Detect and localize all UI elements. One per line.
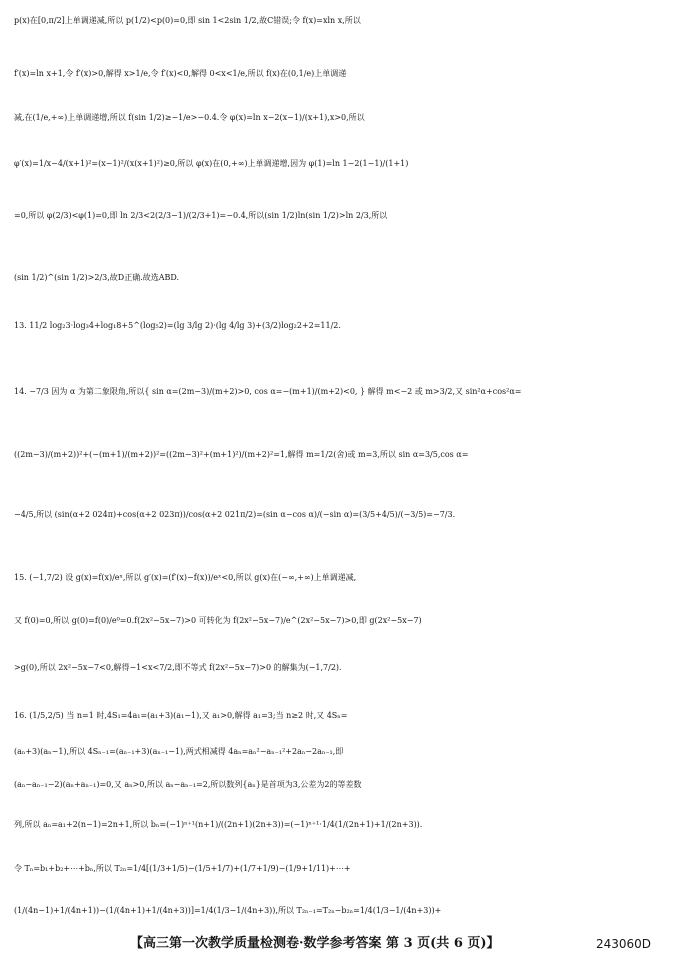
- text-line: φ′(x)=1/x−4/(x+1)²=(x−1)²/(x(x+1)²)≥0,所以 φ(x)在(0,+∞)上单调递增,因为 φ(1)=ln 1−2(1−1)/(1+1): [14, 159, 409, 168]
- text-line: (1/(4n−1)+1/(4n+1))−(1/(4n+1)+1/(4n+3))]=1/4(1/3−1/(4n+3)),所以 T₂ₙ₋₁=T₂ₙ−b₂ₙ=1/4(1/3−1/(4n+3))+: [14, 906, 442, 915]
- page-footer: [0, 934, 677, 954]
- answer-16: 16. (1/5,2/5) 当 n=1 时,4S₁=4a₁=(a₁+3)(a₁−1),又 a₁>0,解得 a₁=3;当 n≥2 时,又 4Sₙ=: [14, 711, 348, 720]
- footer-code: 243060D: [595, 937, 651, 951]
- text-line: 减,在(1/e,+∞)上单调递增,所以 f(sin 1/2)≥−1/e>−0.4.令 φ(x)=ln x−2(x−1)/(x+1),x>0,所以: [14, 113, 365, 122]
- text-line: >g(0),所以 2x²−5x−7<0,解得−1<x<7/2,即不等式 f(2x²−5x−7)>0 的解集为(−1,7/2).: [14, 663, 342, 672]
- answer-14: 14. −7/3 因为 α 为第二象限角,所以{ sin α=(2m−3)/(m+2)>0, cos α=−(m+1)/(m+2)<0, } 解得 m<−2 或 m>3/2,又 sin²α+cos²α=: [14, 387, 522, 396]
- answer-15: 15. (−1,7/2) 设 g(x)=f(x)/eˣ,所以 g′(x)=(f′(x)−f(x))/eˣ<0,所以 g(x)在(−∞,+∞)上单调递减,: [14, 573, 357, 582]
- text-line: (aₙ−aₙ₋₁−2)(aₙ+aₙ₋₁)=0,又 aₙ>0,所以 aₙ−aₙ₋₁=2,所以数列{aₙ}是首项为3,公差为2的等差数: [14, 780, 362, 789]
- text-line: −4/5,所以 (sin(α+2 024π)+cos(α+2 023π))/cos(α+2 021π/2)=(sin α−cos α)/(−sin α)=(3/5+4/5)/(−3/5)=−7/3.: [14, 510, 456, 519]
- text-line: 列,所以 aₙ=a₁+2(n−1)=2n+1,所以 bₙ=(−1)ⁿ⁺¹(n+1)/((2n+1)(2n+3))=(−1)ⁿ⁺¹·1/4(1/(2n+1)+1/(2n+3)).: [14, 820, 423, 829]
- text-line: (sin 1/2)^(sin 1/2)>2/3,故D正确.故选ABD.: [14, 273, 180, 282]
- text-line: 令 Tₙ=b₁+b₂+⋯+bₙ,所以 T₂ₙ=1/4[(1/3+1/5)−(1/5+1/7)+(1/7+1/9)−(1/9+1/11)+⋯+: [14, 864, 351, 873]
- text-line: 又 f(0)=0,所以 g(0)=f(0)/e⁰=0.f(2x²−5x−7)>0 可转化为 f(2x²−5x−7)/e^(2x²−5x−7)>0,即 g(2x²−5x−7): [14, 616, 422, 625]
- text-line: f′(x)=ln x+1,令 f′(x)>0,解得 x>1/e,令 f′(x)<0,解得 0<x<1/e,所以 f(x)在(0,1/e)上单调递: [14, 69, 347, 78]
- text-line: (aₙ+3)(aₙ−1),所以 4Sₙ₋₁=(aₙ₋₁+3)(aₙ₋₁−1),两式相减得 4aₙ=aₙ²−aₙ₋₁²+2aₙ−2aₙ₋₁,即: [14, 747, 344, 756]
- text-line: =0,所以 φ(2/3)<φ(1)=0,即 ln 2/3<2(2/3−1)/(2/3+1)=−0.4,所以(sin 1/2)ln(sin 1/2)>ln 2/3,所以: [14, 211, 388, 220]
- answer-13: 13. 11/2 log₂3·log₃4+log₁8+5^(log₅2)=(lg 3/lg 2)·(lg 4/lg 3)+(3/2)log₂2+2=11/2.: [14, 321, 341, 330]
- text-line: p(x)在[0,π/2]上单调递减,所以 p(1/2)<p(0)=0,即 sin 1<2sin 1/2,故C错误;令 f(x)=xln x,所以: [14, 16, 361, 25]
- text-line: ((2m−3)/(m+2))²+(−(m+1)/(m+2))²=((2m−3)²+(m+1)²)/(m+2)²=1,解得 m=1/2(舍)或 m=3,所以 sin α=3/5,cos α=: [14, 450, 469, 459]
- footer-title: 【高三第一次教学质量检测卷·数学参考答案 第 3 页(共 6 页)】: [130, 936, 500, 951]
